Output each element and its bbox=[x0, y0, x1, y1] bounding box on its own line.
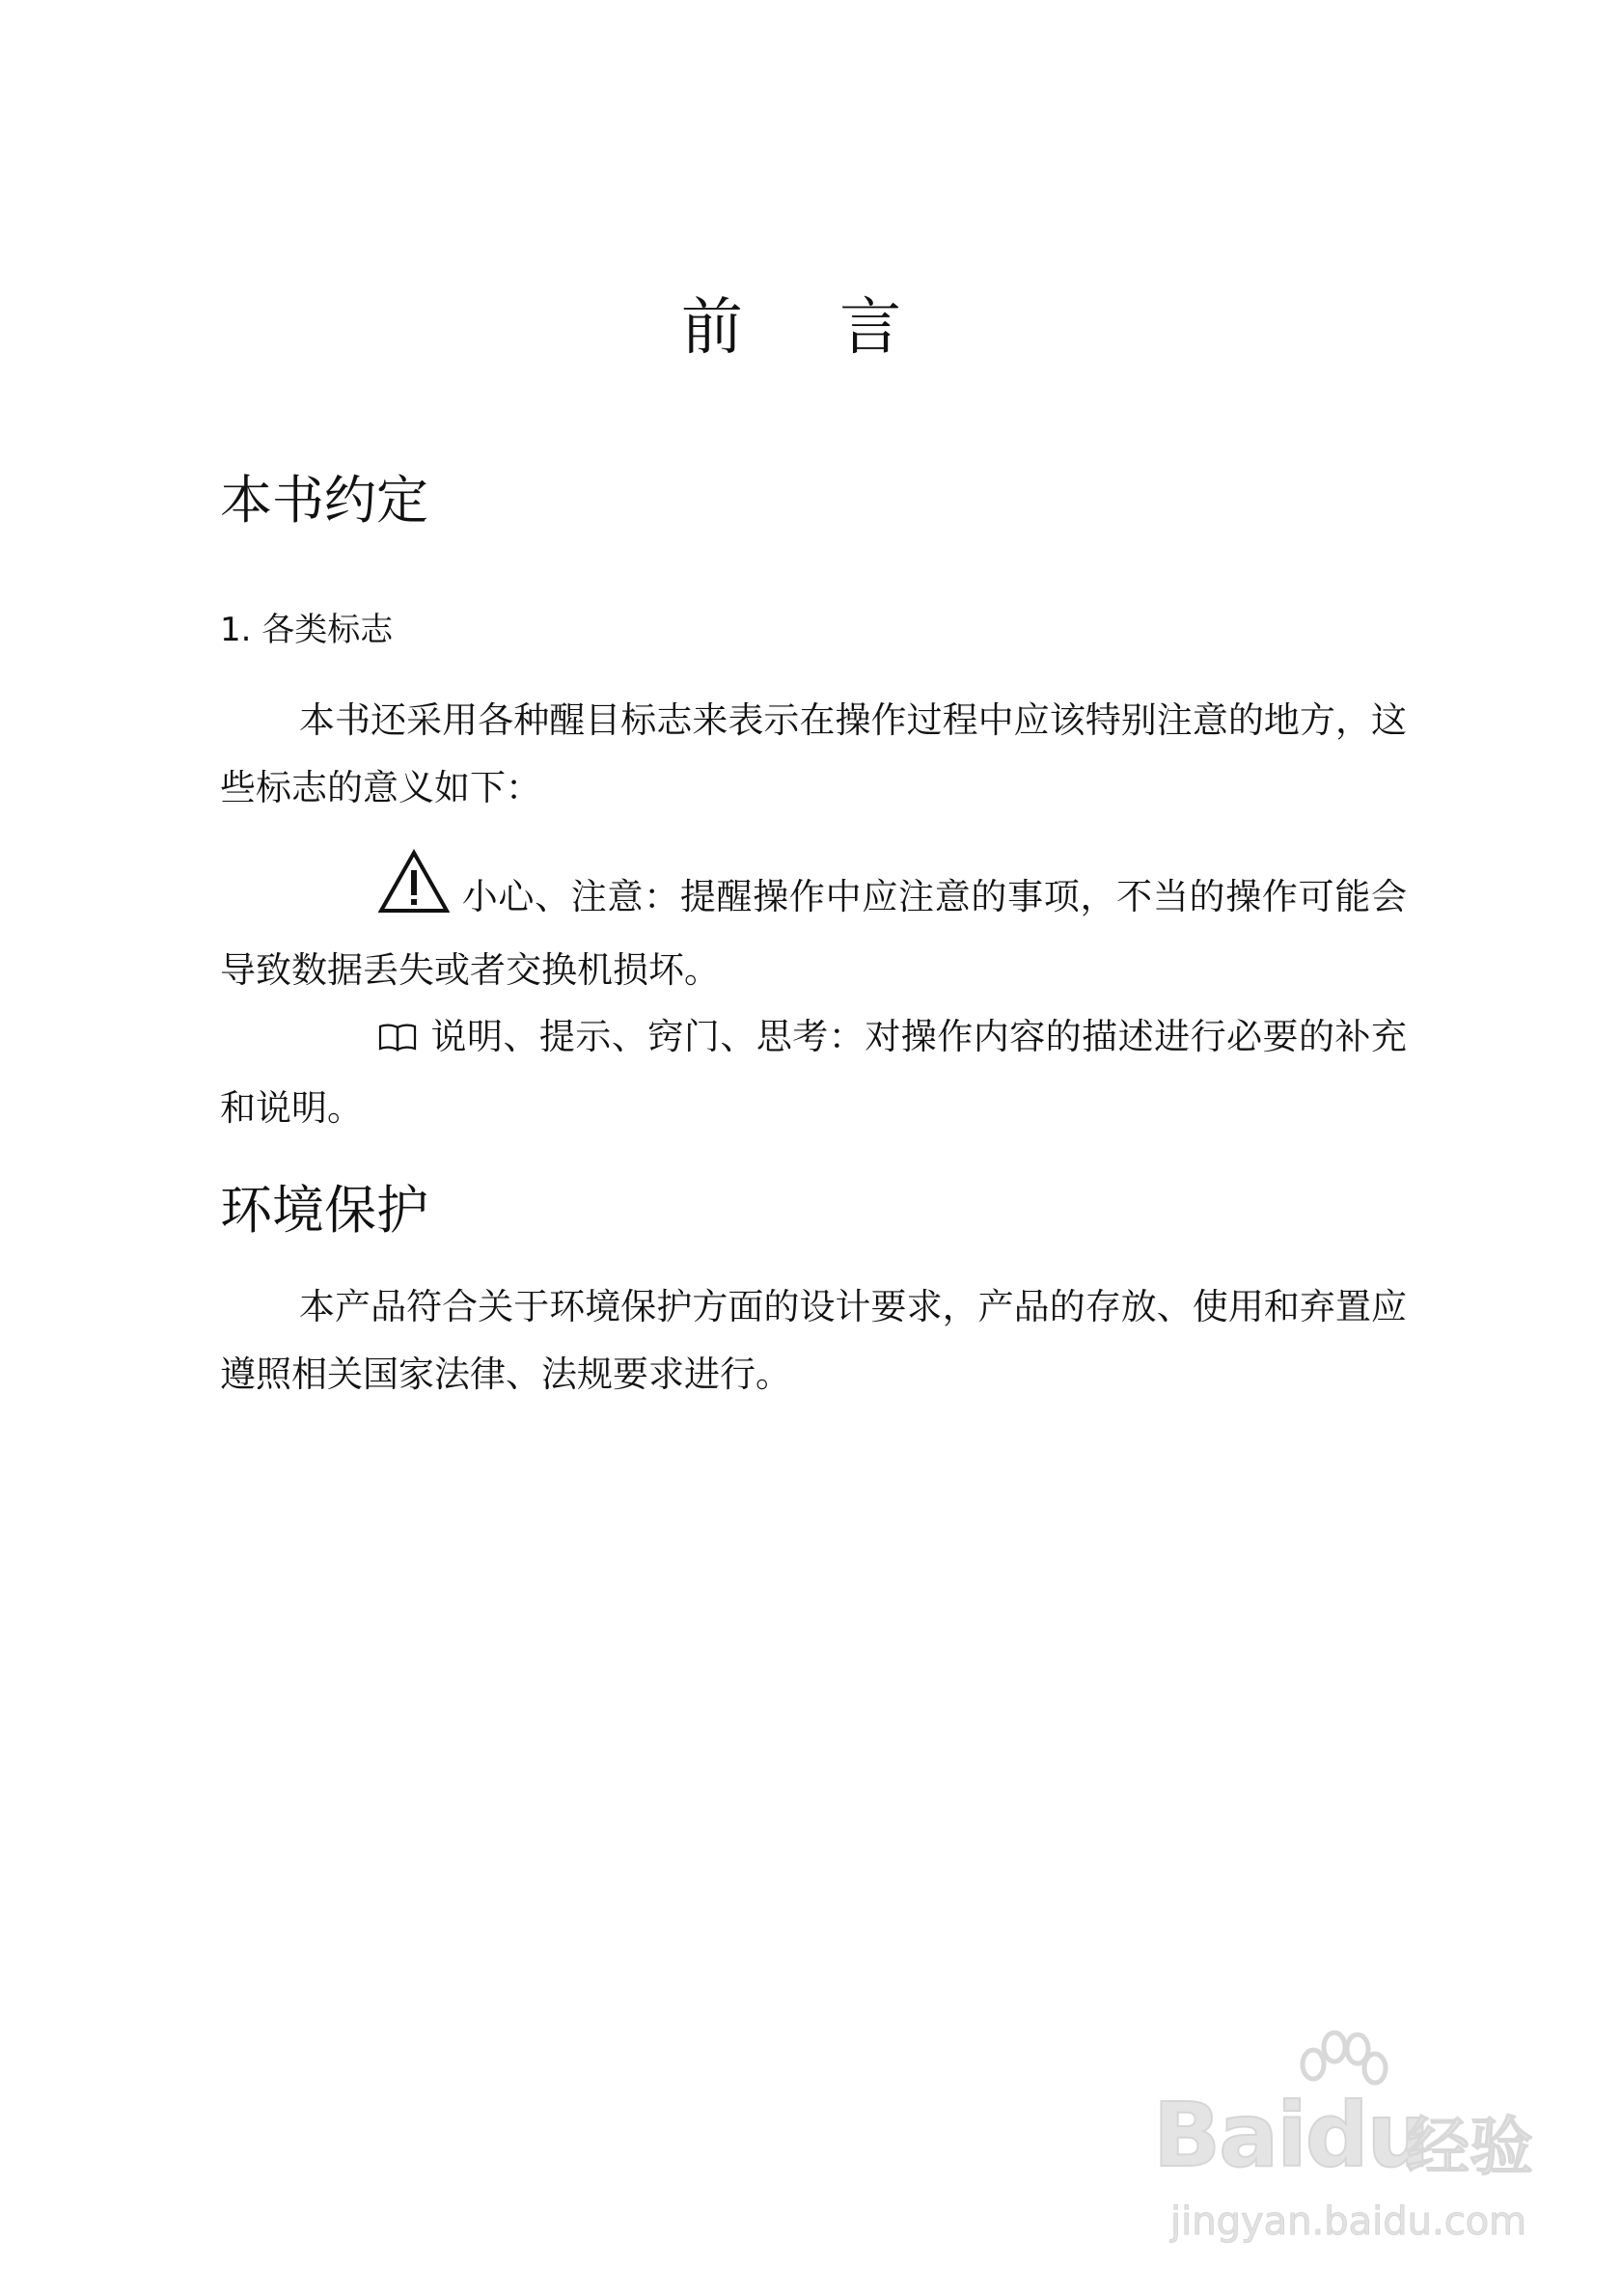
section-heading-conventions: 本书约定 bbox=[220, 470, 428, 531]
sub-heading-markers: 1. 各类标志 bbox=[220, 611, 394, 649]
baidu-jingyan-watermark bbox=[1153, 2026, 1558, 2257]
open-book-icon bbox=[299, 1007, 417, 1075]
section-heading-environment: 环境保护 bbox=[220, 1180, 428, 1241]
caution-text: 提醒操作中应注意的事项，不当的操作可能会导致数据丢失或者交换机损坏。 bbox=[220, 876, 1408, 991]
watermark-url: jingyan.baidu.com bbox=[1170, 2200, 1527, 2244]
caution-paragraph bbox=[220, 849, 1407, 1004]
caution-label: 小心、注意： bbox=[461, 876, 680, 917]
intro-paragraph: 本书还采用各种醒目标志来表示在操作过程中应该特别注意的地方，这些标志的意义如下： bbox=[220, 699, 1407, 808]
watermark-cn-text: 经验 bbox=[1406, 2110, 1533, 2184]
watermark-logo-text: Baidu bbox=[1153, 2084, 1429, 2187]
note-label: 说明、提示、窍门、思考： bbox=[430, 1016, 865, 1057]
note-text: 对操作内容的描述进行必要的补充和说明。 bbox=[220, 1016, 1408, 1129]
note-paragraph bbox=[220, 1003, 1407, 1142]
warning-triangle-icon bbox=[299, 849, 450, 937]
page-title: 前 言 bbox=[680, 292, 941, 364]
environment-paragraph: 本产品符合关于环境保护方面的设计要求，产品的存放、使用和弃置应遵照相关国家法律、法规要求进行。 bbox=[220, 1286, 1407, 1395]
